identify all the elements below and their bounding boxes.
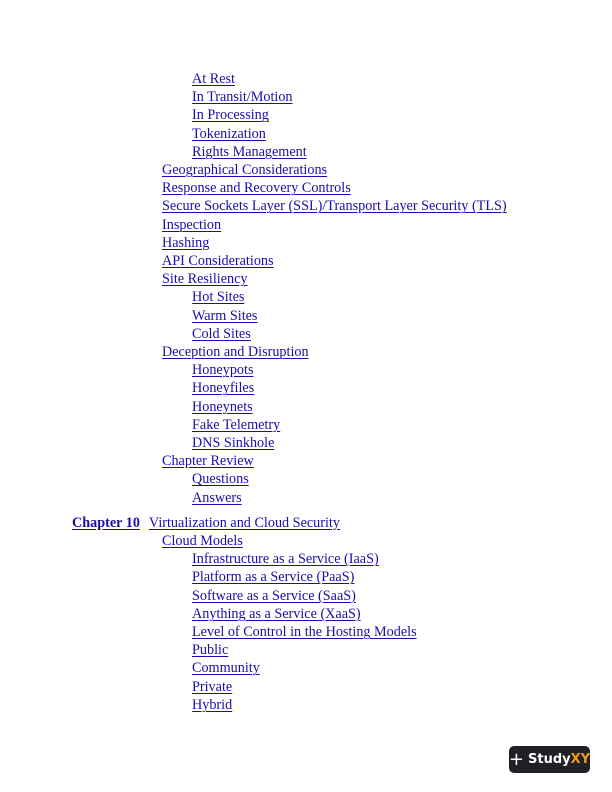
toc-entry[interactable] [192,107,269,123]
toc-link[interactable]: In Processing [192,107,269,124]
toc-entry[interactable] [192,435,274,451]
toc-link[interactable]: Software as a Service (SaaS) [192,587,356,604]
toc-entry[interactable] [192,697,232,713]
toc-link[interactable]: Warm Sites [192,307,258,324]
toc-entry[interactable] [192,551,379,567]
toc-entry[interactable] [192,471,249,487]
toc-entry[interactable] [162,271,248,287]
toc-link[interactable]: Rights Management [192,143,307,160]
toc-link[interactable]: In Transit/Motion [192,89,293,106]
toc-link[interactable]: Hot Sites [192,289,245,306]
toc-entry[interactable] [192,362,253,378]
chapter-heading[interactable] [72,515,340,531]
toc-link[interactable]: Platform as a Service (PaaS) [192,569,355,586]
toc-entry[interactable] [192,380,254,396]
toc-link[interactable]: Cloud Models [162,533,243,549]
toc-link[interactable]: Level of Control in the Hosting Models [192,624,417,640]
toc-link[interactable]: Hashing [162,234,210,251]
toc-link[interactable]: Infrastructure as a Service (IaaS) [192,551,379,568]
toc-link[interactable]: Honeynets [192,398,253,415]
toc-link[interactable]: Fake Telemetry [192,416,281,433]
toc-link[interactable]: Cold Sites [192,325,251,342]
toc-entry[interactable] [192,679,232,695]
toc-entry[interactable] [192,89,293,105]
studyxy-badge[interactable] [509,746,590,773]
toc-link[interactable]: Questions [192,471,249,488]
toc-link[interactable]: Anything as a Service (XaaS) [192,605,361,622]
toc-link[interactable]: At Rest [192,71,235,87]
toc-entry[interactable] [162,344,309,360]
toc-link[interactable]: Site Resiliency [162,271,248,288]
toc-entry[interactable] [192,660,260,676]
toc-link[interactable]: Response and Recovery Controls [162,180,351,197]
toc-link[interactable]: Public [192,642,229,659]
toc-entry[interactable] [192,144,307,160]
toc-link[interactable]: Honeyfiles [192,380,255,397]
toc-link[interactable]: Deception and Disruption [162,344,309,360]
toc-link[interactable]: Hybrid [192,696,233,713]
badge-study-text: Study [528,752,571,767]
toc-entry[interactable] [162,198,507,214]
toc-link[interactable]: Answers [192,489,242,506]
toc-link[interactable]: Chapter Review [162,453,254,470]
toc-link[interactable]: Geographical Considerations [162,162,328,178]
toc-entry[interactable] [192,417,280,433]
toc-entry[interactable] [162,180,351,196]
toc-entry[interactable] [192,569,354,585]
chapter-title[interactable]: Virtualization and Cloud Security [148,514,340,531]
toc-entry[interactable] [192,399,253,415]
toc-entry[interactable] [192,326,251,342]
toc-link[interactable]: Private [192,678,233,695]
toc-link[interactable]: Community [192,660,260,677]
badge-xy-text: XY [570,752,591,767]
toc-entry[interactable] [162,533,243,549]
toc-entry[interactable] [162,253,274,269]
toc-entry[interactable] [162,453,254,469]
toc-entry[interactable] [192,490,242,506]
toc-entry[interactable] [192,308,257,324]
toc-entry[interactable] [162,162,327,178]
toc-link[interactable]: Tokenization [192,125,266,142]
toc-entry[interactable] [192,606,361,622]
toc-entry[interactable] [192,588,356,604]
toc-entry[interactable] [192,642,228,658]
toc-entry[interactable] [192,71,235,87]
toc-link[interactable]: Inspection [162,216,222,233]
toc-link[interactable]: API Considerations [162,253,274,269]
toc-entry[interactable] [192,624,417,640]
toc-entry[interactable] [192,289,244,305]
toc-link[interactable]: DNS Sinkhole [192,435,275,451]
toc-entry[interactable] [192,126,266,142]
plus-icon: + [508,748,525,770]
chapter-number[interactable]: Chapter 10 [72,514,140,531]
toc-link[interactable]: Honeypots [192,362,254,379]
toc-entry[interactable] [162,235,209,251]
toc-entry[interactable] [162,217,221,233]
toc-link[interactable]: Secure Sockets Layer (SSL)/Transport Layer Security (TLS) [162,198,507,215]
